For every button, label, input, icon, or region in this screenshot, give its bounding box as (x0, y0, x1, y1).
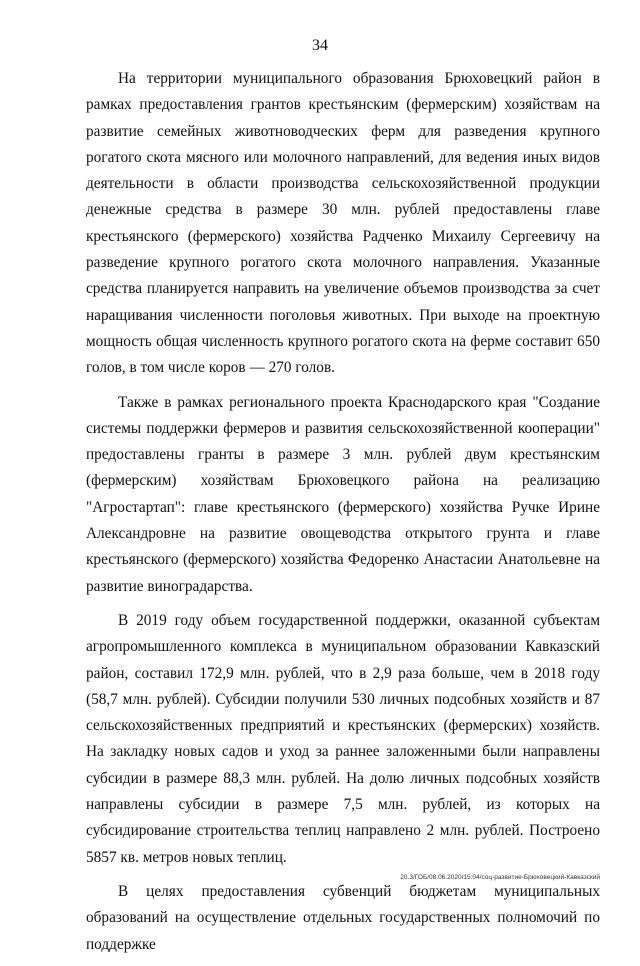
paragraph-agrostartap: Также в рамках регионального проекта Краснодарского края "Создание системы поддержки фермеров и развития сельскохозяйственной кооперации" предоставлены гранты в размере 3 млн. рублей двум крестьянским (фермерским) хозяйствам Брюховецкого района на реализацию "Агростартап": главе крестьянского (фермерского) хозяйства Ручке Ирине Александровне на развитие овощеводства открытого грунта и главе крестьянского (фермерского) хозяйства Федоренко Анастасии Анатольевне на развитие виноградарства. (86, 393, 600, 595)
paragraph-bryukhovetsky-grants: На территории муниципального образования Брюховецкий район в рамках предоставления грантов крестьянским (фермерским) хозяйствам на развитие семейных животноводческих ферм для разведения крупного рогатого скота мясного или молочного направлений, для ведения иных видов деятельности в области производства сельскохозяйственной продукции денежные средства в размере 30 млн. рублей предоставлены главе крестьянского (фермерского) хозяйства Радченко Михаилу Сергеевичу на разведение крупного рогатого скота молочного направления. Указанные средства планируется направить на увеличение объемов производства за счет наращивания численности поголовья животных. При выходе на проектную мощность общая численность крупного рогатого скота на ферме составит 650 голов, в том числе коров — 270 голов. (86, 70, 600, 377)
paragraph-subventions: В целях предоставления субвенций бюджетам муниципальных образований на осуществление отдельных государственных полномочий по поддержке (86, 882, 600, 953)
paragraph-kavkazsky-support: В 2019 году объем государственной поддержки, оказанной субъектам агропромышленного комплекса в муниципальном образовании Кавказский район, составил 172,9 млн. рублей, что в 2,9 раза больше, чем в 2018 году (58,7 млн. рублей). Субсидии получили 530 личных подсобных хозяйств и 87 сельскохозяйственных предприятий и крестьянских (фермерских) хозяйств. На закладку новых садов и уход за раннее заложенными были направлены субсидии в размере 88,3 млн. рублей. На долю личных подсобных хозяйств направлены субсидии в размере 7,5 млн. рублей, из которых на субсидирование строительства теплиц направлено 2 млн. рублей. Построено 5857 кв. метров новых теплиц. (86, 611, 600, 866)
page-number: 34 (312, 37, 328, 54)
document-footer-code: 20.3/ГОБ/08.06.2020/15:04/соц-развитие-Брюховецкий-Кавказский (400, 874, 600, 881)
document-body (86, 66, 600, 966)
